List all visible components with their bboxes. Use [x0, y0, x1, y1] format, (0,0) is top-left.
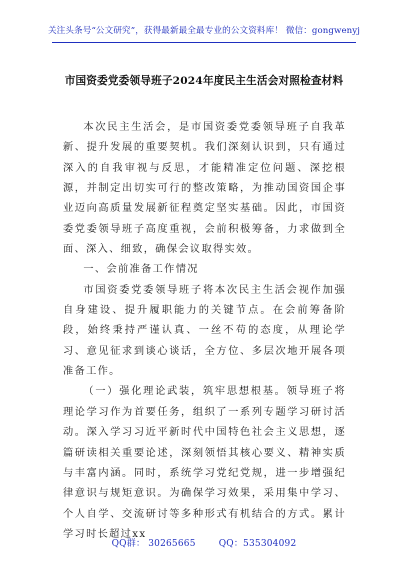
paragraph-theory-study: （一）强化理论武装，筑牢思想根基。领导班子将理论学习作为首要任务，组织了一系列专题学习研讨活动。深入学习习近平新时代中国特色社会主义思想，逐篇研读相关重要论述，深刻领悟其核心要义、精神实质与丰富内涵。同时，系统学习党纪党规，进一步增强纪律意识与规矩意识。为确保学习效果，采用集中学习、个人自学、交流研讨等多种形式有机结合的方式。累计学习时长超过xx — [63, 386, 346, 540]
header-divider — [52, 42, 356, 43]
footer-qq-group: QQ群： 30265665 — [111, 539, 196, 549]
paragraph-preparation: 市国资委党委领导班子将本次民主生活会视作加强自身建设、提升履职能力的关键节点。在会前筹备阶段，始终秉持严谨认真、一丝不苟的态度，从理论学习、意见征求到谈心谈话，全方位、多层次地开展各项准备工作。 — [63, 284, 346, 378]
document-body — [63, 118, 346, 545]
header-banner: 关注头条号“公文研究”，获得最新最全最专业的公文资料库！ 微信：gongwenyj — [47, 26, 361, 36]
footer-contact — [0, 536, 408, 549]
section-heading: 一、会前准备工作情况 — [83, 264, 199, 276]
footer-qq-number: QQ：535304092 — [218, 539, 297, 549]
paragraph-intro: 本次民主生活会，是市国资委党委领导班子自我革新、提升发展的重要契机。我们深刻认识到，只有通过深入的自我审视与反思，才能精准定位问题、深挖根源，并制定出切实可行的整改策略，为推动国资国企事业迈向高质量发展新征程奠定坚实基础。因此，市国资委党委领导班子高度重视，会前积极筹备，力求做到全面、深入、细致，确保会议取得实效。 — [63, 122, 346, 256]
document-title: 市国资委党委领导班子2024年度民主生活会对照检查材料 — [64, 75, 344, 87]
